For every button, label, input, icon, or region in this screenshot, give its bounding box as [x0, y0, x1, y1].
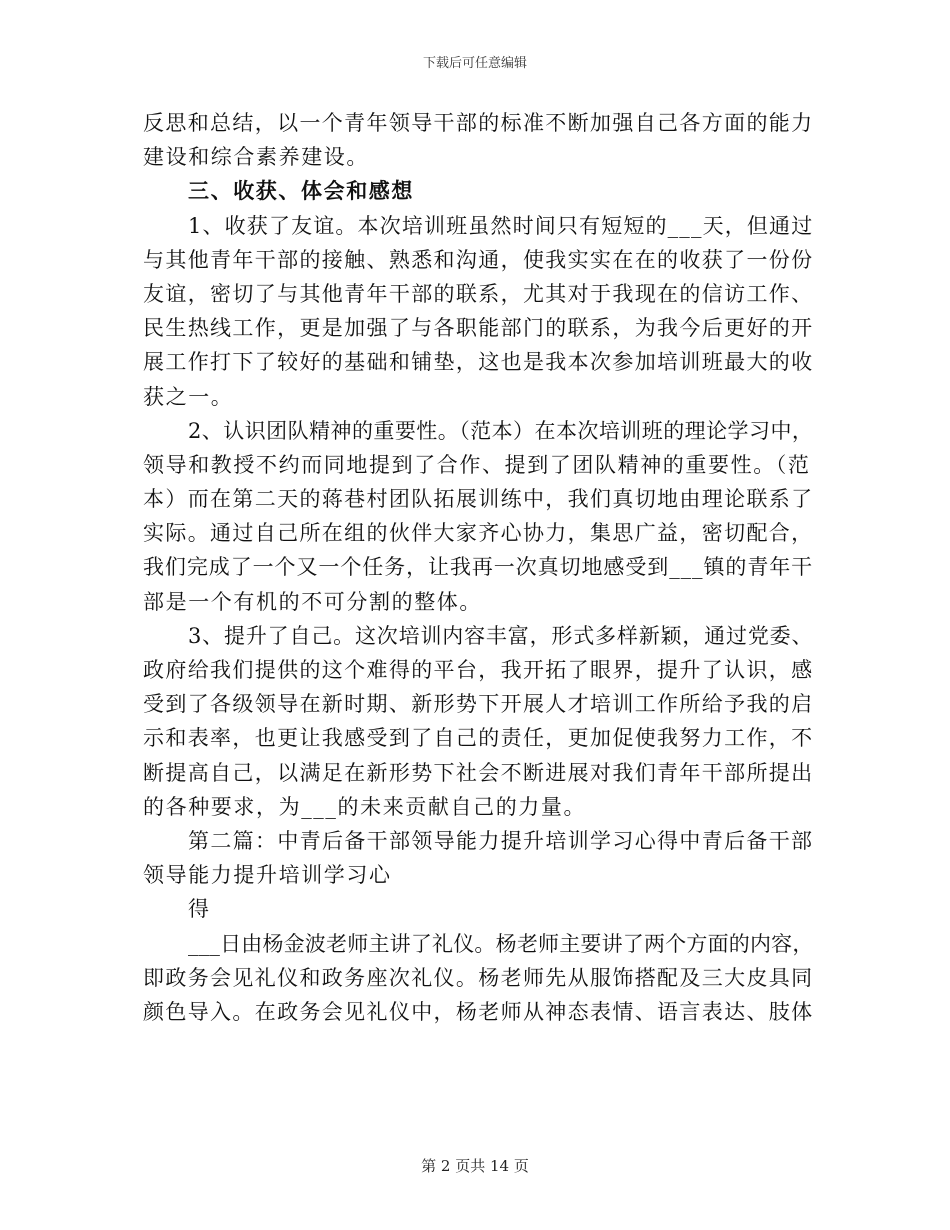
text-line: 1、收获了友谊。本次培训班虽然时间只有短短的___天，但通过 — [188, 213, 814, 238]
section-heading: 三、收获、体会和感想 — [188, 178, 414, 204]
text-line: 第二篇：中青后备干部领导能力提升培训学习心得中青后备干部 — [188, 828, 814, 853]
text-line: 实际。通过自己所在组的伙伴大家齐心协力，集思广益，密切配合， — [143, 521, 814, 546]
text-line: 与其他青年干部的接触、熟悉和沟通，使我实实在在的收获了一份份 — [143, 247, 814, 272]
document-body — [143, 106, 815, 1029]
text-line: 的各种要求，为___的未来贡献自己的力量。 — [143, 794, 587, 819]
text-line: 展工作打下了较好的基础和铺垫，这也是我本次参加培训班最大的收 — [143, 350, 814, 375]
text-line: 民生热线工作，更是加强了与各职能部门的联系，为我今后更好的开 — [143, 316, 814, 341]
text-line: 断提高自己，以满足在新形势下社会不断进展对我们青年干部所提出 — [143, 760, 814, 785]
text-line: 示和表率，也更让我感受到了自己的责任，更加促使我努力工作，不 — [143, 726, 814, 751]
text-line: 获之一。 — [143, 384, 234, 409]
text-line: 受到了各级领导在新时期、新形势下开展人才培训工作所给予我的启 — [143, 692, 814, 717]
text-line: 领导和教授不约而同地提到了合作、提到了团队精神的重要性。（范 — [143, 452, 811, 477]
text-line: 政府给我们提供的这个难得的平台，我开拓了眼界，提升了认识，感 — [143, 658, 814, 682]
text-line: 部是一个有机的不可分割的整体。 — [143, 589, 482, 614]
page-footer: 第 2 页共 14 页 — [421, 1157, 529, 1175]
text-line: 3、提升了自己。这次培训内容丰富，形式多样新颖，通过党委、 — [188, 623, 814, 648]
page-header: 下载后可任意编辑 — [422, 56, 527, 71]
text-line: 建设和综合素养建设。 — [143, 145, 369, 170]
text-line: 友谊，密切了与其他青年干部的联系，尤其对于我现在的信访工作、 — [143, 281, 814, 306]
text-line: 得 — [188, 897, 211, 922]
text-line: 即政务会见礼仪和政务座次礼仪。杨老师先从服饰搭配及三大皮具同 — [143, 965, 814, 990]
text-line: 领导能力提升培训学习心 — [143, 863, 392, 888]
text-line: ___日由杨金波老师主讲了礼仪。杨老师主要讲了两个方面的内容， — [188, 931, 814, 956]
text-line: 颜色导入。在政务会见礼仪中，杨老师从神态表情、语言表达、肢体 — [143, 999, 814, 1024]
text-line: 我们完成了一个又一个任务，让我再一次真切地感受到___镇的青年干 — [143, 555, 814, 580]
text-line: 本）而在第二天的蒋巷村团队拓展训练中，我们真切地由理论联系了 — [143, 487, 814, 512]
text-line: 反思和总结，以一个青年领导干部的标准不断加强自己各方面的能力 — [143, 111, 814, 135]
text-line: 2、认识团队精神的重要性。（范本）在本次培训班的理论学习中， — [188, 418, 814, 443]
